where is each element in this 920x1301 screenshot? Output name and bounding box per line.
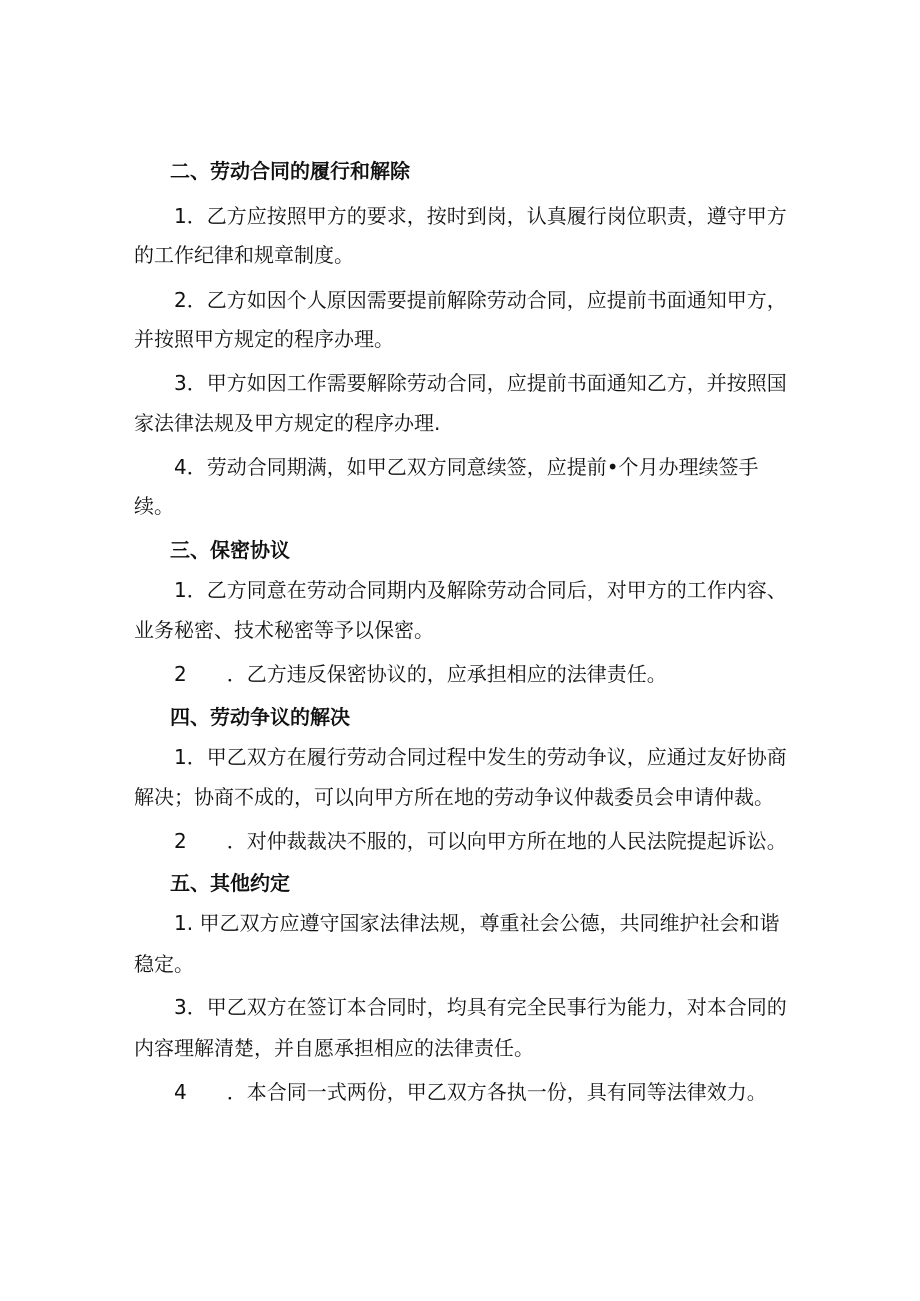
paragraph-line: 1. 甲乙双方应遵守国家法律法规，尊重社会公德，共同维护社会和谐 xyxy=(174,911,780,935)
paragraph-line: 2 ．对仲裁裁决不服的，可以向甲方所在地的人民法院提起诉讼。 xyxy=(174,829,787,853)
section-heading: 二、劳动合同的履行和解除 xyxy=(170,159,410,183)
section-heading: 五、其他约定 xyxy=(170,871,290,895)
paragraph-line: 2．乙方如因个人原因需要提前解除劳动合同，应提前书面通知甲方， xyxy=(174,288,787,312)
paragraph-line: 家法律法规及甲方规定的程序办理. xyxy=(134,411,441,435)
paragraph-line: 3．甲乙双方在签订本合同时，均具有完全民事行为能力，对本合同的 xyxy=(174,995,787,1019)
paragraph-line: 业务秘密、技术秘密等予以保密。 xyxy=(134,618,434,642)
paragraph-line: 内容理解清楚，并自愿承担相应的法律责任。 xyxy=(134,1036,534,1060)
paragraph-line: 4．劳动合同期满，如甲乙双方同意续签，应提前•个月办理续签手 xyxy=(174,455,759,479)
paragraph-line: 续。 xyxy=(134,494,174,518)
paragraph-line: 解决；协商不成的，可以向甲方所在地的劳动争议仲裁委员会申请仲裁。 xyxy=(134,785,774,809)
paragraph-line: 1．乙方同意在劳动合同期内及解除劳动合同后，对甲方的工作内容、 xyxy=(174,578,787,602)
paragraph-line: 稳定。 xyxy=(134,952,194,976)
section-heading: 三、保密协议 xyxy=(170,538,290,562)
paragraph-line: 1．乙方应按照甲方的要求，按时到岗，认真履行岗位职责，遵守甲方 xyxy=(174,204,787,228)
paragraph-line: 1．甲乙双方在履行劳动合同过程中发生的劳动争议，应通过友好协商 xyxy=(174,745,787,769)
paragraph-line: 并按照甲方规定的程序办理。 xyxy=(134,327,394,351)
paragraph-line: 2 ．乙方违反保密协议的，应承担相应的法律责任。 xyxy=(174,662,667,686)
paragraph-line: 的工作纪律和规章制度。 xyxy=(134,243,354,267)
section-heading: 四、劳动争议的解决 xyxy=(170,705,350,729)
paragraph-line: 3．甲方如因工作需要解除劳动合同，应提前书面通知乙方，并按照国 xyxy=(174,371,787,395)
paragraph-line: 4 ．本合同一式两份，甲乙双方各执一份，具有同等法律效力。 xyxy=(174,1080,767,1104)
